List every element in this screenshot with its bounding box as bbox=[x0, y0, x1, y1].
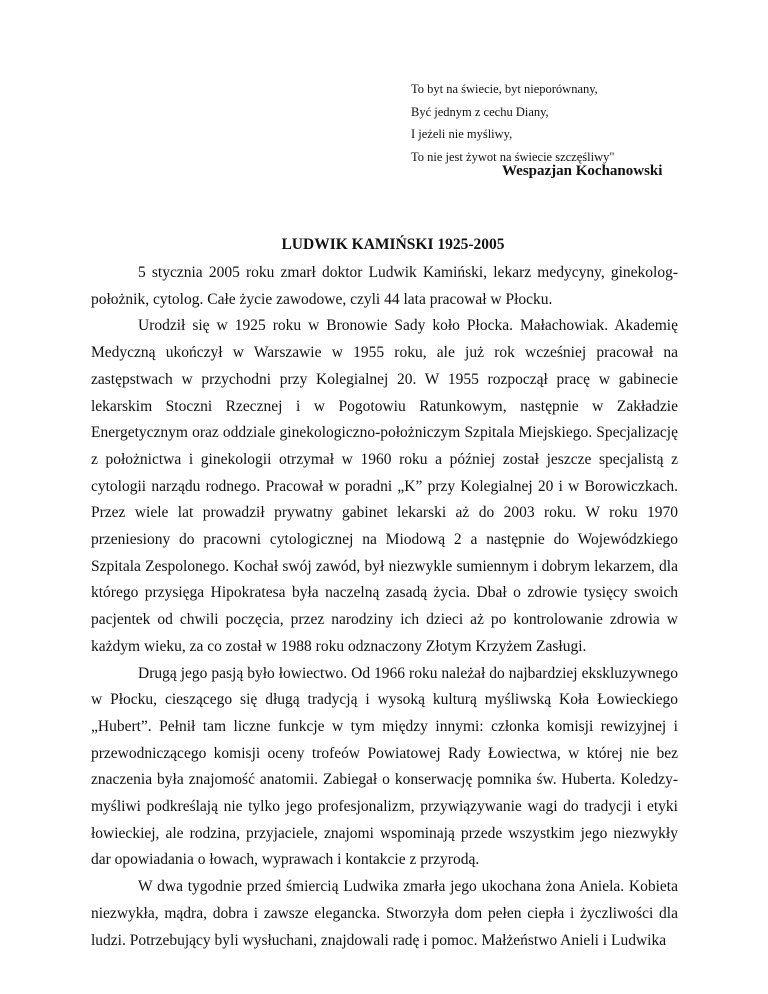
paragraph: Drugą jego pasją było łowiectwo. Od 1966 roku należał do najbardziej ekskluzywnego w Płocku, cieszącego się długą tradycją i wysoką kulturą myśliwską Koła Łowieckiego „Hubert”. Pełnił tam liczne funkcje w tym między innymi: członka komisji rewizyjnej i przewodniczącego komisji oceny trofeów Powiatowej Rady Łowiectwa, w której nie bez znaczenia była znajomość anatomii. Zabiegał o konserwację pomnika św. Huberta. Koledzy-myśliwi podkreślają nie tylko jego profesjonalizm, przywiązywanie wagi do tradycji i etyki łowieckiej, ale rodzina, przyjaciele, znajomi wspominają przede wszystkim jego niezwykły dar opowiadania o łowach, wyprawach i kontakcie z przyrodą. bbox=[91, 664, 678, 869]
epigraph-line: Być jednym z cechu Diany, bbox=[411, 104, 549, 119]
epigraph-line: I jeżeli nie myśliwy, bbox=[411, 127, 513, 141]
epigraph bbox=[411, 78, 614, 168]
paragraph: W dwa tygodnie przed śmiercią Ludwika zmarła jego ukochana żona Aniela. Kobieta niezwykła, mądra, dobra i zawsze elegancka. Stworzyła dom pełen ciepła i życzliwości dla ludzi. Potrzebujący byli wysłuchani, znajdowali radę i pomoc. Małżeństwo Anieli i Ludwika bbox=[91, 878, 678, 949]
paragraph: Urodził się w 1925 roku w Bronowie Sady koło Płocka. Małachowiak. Akademię Medyczną ukończył w Warszawie w 1955 roku, ale już rok wcześniej pracował na zastępstwach w przychodni przy Kolegialnej 20. W 1955 rozpoczął pracę w gabinecie lekarskim Stoczni Rzecznej i w Pogotowiu Ratunkowym, następnie w Zakładzie Energetycznym oraz oddziale ginekologiczno-położniczym Szpitala Miejskiego. Specjalizację z położnictwa i ginekologii otrzymał w 1960 roku a później został jeszcze specjalistą z cytologii narządu rodnego. Pracował w poradni „K” przy Kolegialnej 20 i w Borowiczkach. Przez wiele lat prowadził prywatny gabinet lekarski aż do 2003 roku. W roku 1970 przeniesiony do pracowni cytologicznej na Miodową 2 a następnie do Wojewódzkiego Szpitala Zespolonego. Kochał swój zawód, był niezwykle sumiennym i dobrym lekarzem, dla którego przysięga Hipokratesa była naczelną zasadą życia. Dbał o zdrowie tysięcy swoich pacjentek od chwili poczęcia, przez narodziny ich dzieci aż po kontrolowanie zdrowia w każdym wieku, za co został w 1988 roku odznaczony Złotym Krzyżem Zasługi. bbox=[91, 317, 678, 655]
article-body bbox=[91, 260, 678, 954]
article-title: LUDWIK KAMIŃSKI 1925-2005 bbox=[281, 236, 505, 253]
epigraph-line: To byt na świecie, byt nieporównany, bbox=[411, 82, 598, 96]
epigraph-line: To nie jest żywot na świecie szczęśliwy" bbox=[411, 149, 615, 164]
epigraph-author: Wespazjan Kochanowski bbox=[502, 163, 663, 179]
paragraph: 5 stycznia 2005 roku zmarł doktor Ludwik Kamiński, lekarz medycyny, ginekolog-położnik, cytolog. Całe życie zawodowe, czyli 44 lata pracował w Płocku. bbox=[91, 264, 678, 308]
